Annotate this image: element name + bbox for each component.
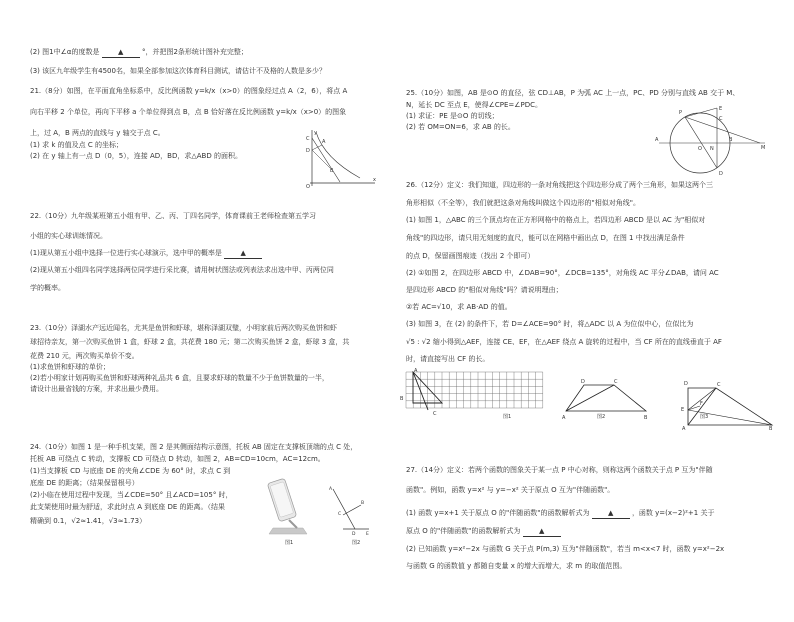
q21-figure bbox=[300, 128, 380, 188]
q24-fig1-caption: 图1 bbox=[285, 540, 294, 546]
point-D-label: D bbox=[581, 379, 585, 385]
q22-line2: 小组的实心球训练情况。 bbox=[30, 232, 107, 240]
q26-line10: √5 : √2 缩小得到△AEF，连接 CE、EF，在△AEF 绕点 A 旋转的过程中，当 CF 所在的直线垂直于 AF bbox=[406, 338, 722, 346]
point-B-label: B bbox=[644, 415, 648, 421]
q26-fig2-caption: 图2 bbox=[597, 414, 606, 420]
axis-y-label: y bbox=[314, 130, 317, 136]
point-A-label: A bbox=[322, 139, 326, 145]
q25-line1: 25.（10分）如图，AB 是⊙O 的直径，弦 CD⊥AB，P 为弧 AC 上一点，PC、PD 分别与直线 AB 交于 M、 bbox=[406, 89, 740, 97]
answer-blank[interactable]: ▲ bbox=[592, 509, 630, 519]
q27-line1: 27.（14分）定义：若两个函数的图象关于某一点 P 中心对称，则称这两个函数关于点 P 互为"伴随 bbox=[406, 466, 713, 474]
point-C-label: C bbox=[338, 512, 342, 517]
point-P-label: P bbox=[679, 110, 683, 116]
q27-line4 bbox=[406, 527, 561, 537]
answer-blank[interactable]: ▲ bbox=[224, 249, 262, 259]
q27-line3-tail: ，函数 y=(x−2)²+1 关于 bbox=[631, 509, 715, 517]
q26-fig3-caption: 图3 bbox=[700, 414, 709, 420]
q26-fig1-caption: 图1 bbox=[503, 414, 512, 420]
q26-line4: 角线"的四边形，请只用无刻度的直尺，能可以在网格中画出点 D，在图 1 中找出满足条件 bbox=[406, 234, 685, 242]
q26-line6: (2) ①如图 2，在四边形 ABCD 中，∠DAB=90°，∠DCB=135°，对角线 AC 平分∠DAB，请问 AC bbox=[406, 269, 719, 277]
point-M-label: M bbox=[761, 145, 766, 151]
point-C-label: C bbox=[717, 382, 721, 388]
point-D-label: D bbox=[719, 171, 723, 177]
q20-part2 bbox=[30, 48, 248, 58]
q23-line6: 请设计出最省钱的方案，并求出最少费用。 bbox=[30, 385, 163, 393]
point-C-label: C bbox=[306, 136, 310, 142]
point-N-label: N bbox=[710, 146, 714, 152]
q27-line6: 与函数 G 的函数值 y 都随自变量 x 的增大而增大，求 m 的取值范围。 bbox=[406, 562, 627, 570]
point-C-label: C bbox=[614, 379, 618, 385]
point-C-label: C bbox=[719, 116, 723, 122]
point-B-label: B bbox=[729, 137, 733, 143]
q26-line2: 角形相似（不全等），我们就把这条对角线叫做这个四边形的"相似对角线"。 bbox=[406, 199, 640, 207]
point-A-label: A bbox=[682, 426, 686, 432]
q25-line3: (1) 求证：PE 是⊙O 的切线； bbox=[406, 112, 499, 120]
q26-figure1-grid bbox=[400, 370, 550, 415]
q24-figure2 bbox=[325, 485, 370, 535]
q26-line5: 的点 D，保留画图痕迹（找出 2 个即可） bbox=[406, 252, 535, 260]
q26-line8: ②若 AC=√10，求 AB·AD 的值。 bbox=[406, 303, 512, 311]
point-A-label: A bbox=[655, 137, 659, 143]
point-E-label: E bbox=[719, 106, 723, 112]
q25-line2: N，延长 DC 至点 E，使得∠CPE=∠PDC。 bbox=[406, 101, 543, 109]
point-D-label: D bbox=[684, 381, 688, 387]
q27-line3 bbox=[406, 509, 714, 519]
q27-line2: 函数"。例如，函数 y=x² 与 y=−x² 关于原点 O 互为"伴随函数"。 bbox=[406, 486, 615, 494]
point-D-label: D bbox=[306, 148, 310, 154]
q23-line1: 23.（10分）泽湖水产远近闻名，尤其是鱼饼和虾球，堪称泽湖双璧，小明家前后两次购买鱼饼和虾 bbox=[30, 324, 338, 332]
q20-part2-text: (2) 图1中∠α的度数是 bbox=[30, 48, 100, 56]
point-B-label: B bbox=[361, 501, 365, 506]
point-B-label: B bbox=[330, 168, 334, 174]
point-C-label: C bbox=[433, 411, 437, 417]
q24-line2: 托板 AB 可绕点 C 转动，支撑板 CD 可绕点 D 转动，如图 2，AB=CD=10cm，AC=12cm。 bbox=[30, 455, 325, 463]
q25-circle-figure bbox=[655, 103, 770, 178]
q27-line3-text: (1) 函数 y=x+1 关于原点 O 的"伴随函数"的函数解析式为 bbox=[406, 509, 590, 517]
q26-line9: (3) 如图 3，在 (2) 的条件下，若 D=∠ACE=90° 时，将△ADC 以 A 为位似中心，位似比为 bbox=[406, 320, 694, 328]
q24-line5: (2)小临在使用过程中发现，当∠CDE=50° 且∠ACD=105° 时， bbox=[30, 491, 233, 499]
q22-line4: (2)现从第五小组四名同学选择两位同学进行采比赛，请用树状图法或列表法求出选中甲、丙两位同 bbox=[30, 266, 334, 274]
point-O-label: O bbox=[698, 146, 702, 152]
q24-line1: 24.（10分）如图 1 是一种手机支架，图 2 是其侧面结构示意图，托板 AB 固定在支撑板顶端的点 C 处， bbox=[30, 443, 358, 451]
origin-label: O bbox=[306, 184, 310, 190]
q26-line3: (1) 如图 1，△ABC 的三个顶点均在正方形网格中的格点上，若四边形 ABCD 是以 AC 为"相似对 bbox=[406, 216, 706, 224]
q24-line6: 此支架使用时最为舒适，求此时点 A 到底座 DE 的距离。（结果 bbox=[30, 503, 226, 511]
q22-line1: 22.（10分）九年级某班第五小组有甲、乙、丙、丁四名同学，体育课前王老师检查第五学习 bbox=[30, 212, 317, 220]
q24-line4: 底座 DE 的距离；（结果保留根号） bbox=[30, 479, 139, 487]
point-F-label: F bbox=[700, 401, 703, 407]
q26-line11: 时，请直接写出 CF 的长。 bbox=[406, 355, 490, 363]
q20-part3: (3) 该区九年级学生有4500名，如果全部参加这次体育科目测试，请估计不及格的人数是多少？ bbox=[30, 67, 326, 75]
q23-line2: 球招待亲友，第一次购买鱼饼 1 盒，虾球 2 盒，共花费 180 元；第二次购买鱼饼 2 盒，虾球 3 盒，共 bbox=[30, 338, 350, 346]
q27-line5: (2) 已知函数 y=x²−2x 与函数 G 关于点 P(m,3) 互为"伴随函数"，若当 m<x<7 时，函数 y=x²−2x bbox=[406, 545, 725, 553]
q26-figure3 bbox=[680, 380, 775, 430]
q23-line5: (2)若小明家计划再购买鱼饼和虾球两种礼品共 6 盒，且要求虾球的数量不少于鱼饼数量的一半， bbox=[30, 374, 329, 382]
point-A-label: A bbox=[562, 415, 566, 421]
point-A-label: A bbox=[414, 368, 418, 374]
q22-line5: 学的概率。 bbox=[30, 284, 65, 292]
axis-x-label: x bbox=[373, 177, 376, 183]
q21-line4: (1) 求 k 的值及点 C 的坐标； bbox=[30, 141, 123, 149]
phone-stand-photo bbox=[263, 476, 313, 538]
q24-line7: 精确到 0.1，√2≈1.41，√3≈1.73） bbox=[30, 517, 147, 525]
q21-line3: 上，过 A，B 两点的直线与 y 轴交于点 C。 bbox=[30, 129, 165, 137]
point-A-label: A bbox=[329, 487, 333, 492]
point-E-label: E bbox=[366, 532, 369, 537]
q22-line3-text: (1)现从第五小组中选择一位进行实心球演示，选中甲的概率是 bbox=[30, 249, 222, 257]
q26-line7: 是四边形 ABCD 的"相似对角线"吗？请说明理由； bbox=[406, 286, 563, 294]
q22-line3 bbox=[30, 249, 262, 259]
q20-part2-tail: °，并把图2条形统计图补充完整； bbox=[141, 48, 248, 56]
q24-line3: (1)当支撑板 CD 与底座 DE 的夹角∠CDE 为 60° 时，求点 C 到 bbox=[30, 467, 231, 475]
point-D-label: D bbox=[352, 532, 356, 537]
q26-line1: 26.（12分）定义：我们知道，四边形的一条对角线把这个四边形分成了两个三角形，如果这两个三 bbox=[406, 181, 714, 189]
point-E-label: E bbox=[681, 407, 685, 413]
answer-blank[interactable]: ▲ bbox=[523, 527, 561, 537]
point-B-label: B bbox=[769, 426, 773, 432]
answer-blank[interactable]: ▲ bbox=[102, 48, 140, 58]
q25-line4: (2) 若 OM=ON=6，求 AB 的长。 bbox=[406, 123, 515, 131]
q21-line5: (2) 在 y 轴上有一点 D（0，5），连接 AD，BD，求△ABD 的面积。 bbox=[30, 152, 242, 160]
q27-line4-text: 原点 O 的"伴随函数"的函数解析式为 bbox=[406, 527, 521, 535]
q23-line3: 花费 210 元，两次购买单价不变。 bbox=[30, 352, 139, 360]
q21-line2: 向右平移 2 个单位，再向下平移 a 个单位得到点 B，点 B 恰好落在反比例函数 y=k/x（x>0）的图象 bbox=[30, 108, 347, 116]
q21-line1: 21.（8分）如图，在平面直角坐标系中，反比例函数 y=k/x（x>0）的图象经过点 A（2，6），将点 A bbox=[30, 87, 348, 95]
q24-fig2-caption: 图2 bbox=[352, 540, 361, 546]
q23-line4: (1)求鱼饼和虾球的单价； bbox=[30, 363, 110, 371]
point-B-label: B bbox=[400, 396, 404, 402]
q26-figure2 bbox=[562, 375, 652, 420]
